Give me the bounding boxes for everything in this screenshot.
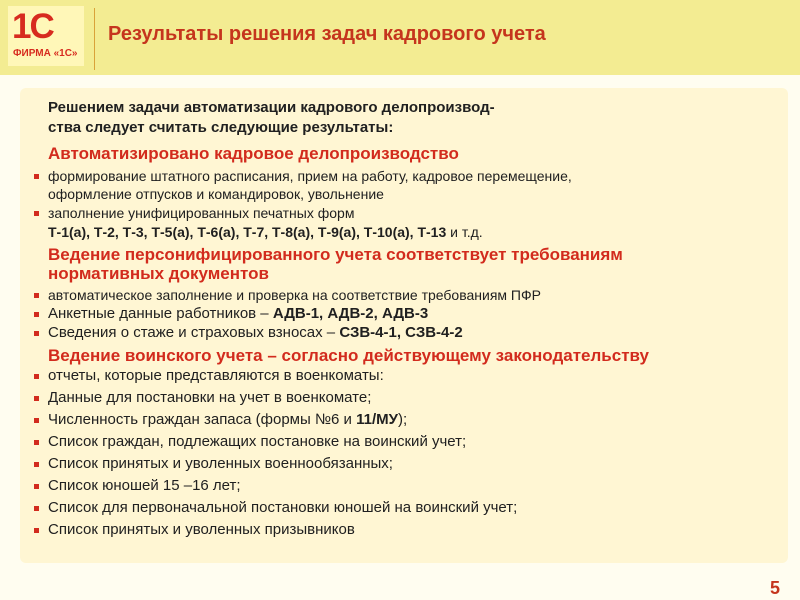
forms-list — [48, 223, 483, 241]
bullet-icon — [34, 211, 39, 216]
list-item-bold: 11/МУ — [356, 411, 398, 428]
section-title-1: Автоматизировано кадровое делопроизводство — [48, 144, 459, 163]
intro-line-1: Решением задачи автоматизации кадрового делопроизвод- — [48, 99, 495, 116]
list-item-bold: АДВ-1, АДВ-2, АДВ-3 — [272, 305, 429, 322]
list-item-text: Список граждан, подлежащих постановке на воинский учет; — [48, 433, 467, 450]
list-item-text: Список принятых и уволенных военнообязанных; — [48, 455, 393, 472]
bullet-icon — [34, 440, 39, 445]
forms-codes: Т-1(а), Т-2, Т-3, Т-5(а), Т-6(а), Т-7, Т-8(а), Т-9(а), Т-10(а), Т-13 — [48, 224, 447, 240]
list-item-text: Список для первоначальной постановки юношей на воинский учет; — [48, 499, 518, 516]
forms-tail: и т.д. — [446, 224, 483, 240]
section-title-2-line-2: нормативных документов — [48, 264, 269, 283]
list-item-plain: Анкетные данные работников – — [48, 305, 273, 322]
list-item-bold: СЗВ-4-1, СЗВ-4-2 — [339, 324, 463, 341]
list-item-text: автоматическое заполнение и проверка на соответствие требованиям ПФР — [48, 287, 541, 303]
bullet-icon — [34, 528, 39, 533]
bullet-icon — [34, 331, 39, 336]
list-item-text: заполнение унифицированных печатных форм — [48, 205, 355, 221]
bullet-icon — [34, 374, 39, 379]
list-item-text — [48, 305, 428, 323]
bullet-icon — [34, 484, 39, 489]
logo — [8, 6, 84, 66]
bullet-icon — [34, 506, 39, 511]
section-title-2-line-1: Ведение персонифицированного учета соответствует требованиям — [48, 245, 623, 264]
logo-mark: 1С — [12, 7, 53, 46]
list-item-text — [48, 167, 572, 203]
bullet-icon — [34, 174, 39, 179]
list-item-line: оформление отпусков и командировок, увольнение — [48, 186, 384, 202]
slide-title: Результаты решения задач кадрового учета — [108, 23, 546, 45]
header-divider — [94, 8, 95, 70]
bullet-icon — [34, 293, 39, 298]
bullet-icon — [34, 462, 39, 467]
bullet-icon — [34, 312, 39, 317]
bullet-icon — [34, 396, 39, 401]
list-item-line: формирование штатного расписания, прием на работу, кадровое перемещение, — [48, 168, 572, 184]
list-item-text — [48, 411, 407, 429]
page-number: 5 — [770, 578, 781, 598]
section-title-3: Ведение воинского учета – согласно действующему законодательству — [48, 346, 650, 365]
section-title-2 — [48, 245, 623, 283]
intro-line-2: ства следует считать следующие результаты: — [48, 119, 394, 136]
bullet-icon — [34, 418, 39, 423]
list-item-text — [48, 324, 463, 342]
list-item-plain: Сведения о стаже и страховых взносах – — [48, 324, 340, 341]
list-item-text: Список юношей 15 –16 лет; — [48, 477, 241, 494]
intro-text — [48, 98, 495, 138]
list-item-text: Список принятых и уволенных призывников — [48, 521, 355, 538]
list-item-plain: ); — [397, 411, 408, 428]
list-item-plain: Численность граждан запаса (формы №6 и — [48, 411, 357, 428]
logo-caption: ФИРМА «1С» — [13, 48, 78, 59]
list-item-text: отчеты, которые представляются в военкоматы: — [48, 367, 384, 384]
list-item-text: Данные для постановки на учет в военкомате; — [48, 389, 372, 406]
